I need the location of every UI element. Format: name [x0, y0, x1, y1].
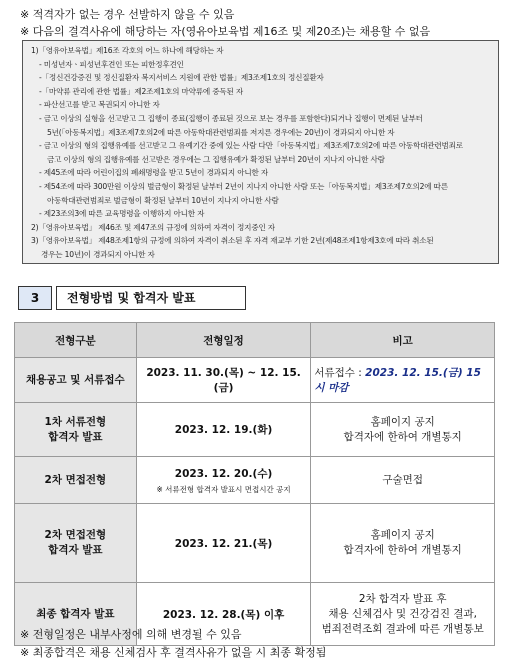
remark-line: 채용 신체검사 및 건강검진 결과,: [328, 607, 477, 620]
remark-line: 합격자에 한하여 개별통지: [343, 430, 462, 443]
disqualification-line: 아동학대관련범죄로 벌금형이 확정된 날부터 10년이 지나지 아니한 사람: [47, 195, 279, 205]
disqualification-line: - 미성년자ㆍ피성년후견인 또는 피한정후견인: [39, 59, 184, 69]
note-schedule-change: ※ 전형일정은 내부사정에 의해 변경될 수 있음: [20, 628, 242, 641]
category-line: 2차 면접전형: [44, 529, 107, 541]
header-remarks: 비고: [311, 323, 495, 358]
disqualification-line: 2)「영유아보육법」 제46조 및 제47조의 규정에 의하여 자격이 정지중인 자: [31, 222, 275, 232]
disqualification-line: -「정신건강증진 및 정신질환자 복지서비스 지원에 관한 법률」제3조제1호의 정신질환자: [39, 73, 324, 83]
remark-line: 범죄전력조회 결과에 따른 개별통보: [321, 622, 484, 635]
category-line: 합격자 발표: [48, 544, 103, 556]
cell-remarks: [311, 504, 495, 583]
disqualification-line: 3)「영유아보육법」 제48조제1항의 규정에 의하여 자격이 취소된 후 자격 재교부 기한 2년(제48조제1항제3호에 따라 취소된: [31, 236, 434, 246]
disqualification-line: 금고 이상의 형의 집행유예를 선고받은 경우에는 그 집행유예가 확정된 날부터 20년이 지나지 아니한 사람: [47, 154, 385, 164]
remark-line: 구술면접: [382, 473, 423, 486]
disqualification-box: [22, 40, 499, 264]
remark-line: 홈페이지 공지: [370, 529, 435, 541]
disqualification-line: - 금고 이상의 형의 집행유예를 선고받고 그 유예기간 중에 있는 사람 다만「아동복지법」제3조제7호의2에 따른 아동학대관련범죄로: [39, 141, 463, 151]
cell-schedule: [136, 358, 311, 403]
disqualification-line: 5년(「아동복지법」제3조제7호의2에 따른 아동학대관련범죄를 저지른 경우에는 20년)이 경과되지 아니한 자: [47, 127, 395, 137]
schedule-table: [14, 322, 495, 646]
header-category: 전형구분: [15, 323, 137, 358]
cell-schedule: [136, 403, 311, 457]
header-schedule: 전형일정: [136, 323, 311, 358]
section-title: 전형방법 및 합격자 발표: [56, 286, 246, 310]
table-row: [15, 358, 495, 403]
cell-category: [15, 358, 137, 403]
category-line: 합격자 발표: [48, 430, 103, 443]
category-line: 1차 서류전형: [44, 415, 107, 428]
cell-remarks: [311, 403, 495, 457]
note-final-pass: ※ 최종합격은 채용 신체검사 후 결격사유가 없을 시 최종 확정됨: [20, 646, 327, 659]
cell-schedule: [136, 457, 311, 504]
category-line: 최종 합격자 발표: [36, 607, 115, 620]
cell-category: [15, 403, 137, 457]
disqualification-line: - 금고 이상의 실형을 선고받고 그 집행이 종료(집행이 종료된 것으로 보는 경우를 포함한다)되거나 집행이 면제된 날부터: [39, 114, 423, 123]
schedule-date: 2023. 11. 30.(목) ~ 12. 15.(금): [146, 367, 301, 394]
schedule-date: 2023. 12. 28.(목) 이후: [162, 608, 285, 621]
disqualification-line: 1)「영유아보육법」제16조 각호의 어느 하나에 해당하는 자: [31, 46, 224, 55]
table-row: [15, 457, 495, 504]
table-header-row: [15, 323, 495, 358]
disqualification-line: - 제45조에 따라 어린이집의 폐쇄명령을 받고 5년이 경과되지 아니한 자: [39, 168, 269, 178]
schedule-date: 2023. 12. 19.(화): [174, 424, 273, 436]
category-line: 2차 면접전형: [44, 473, 107, 486]
disqualification-line: - 파산선고를 받고 복권되지 아니한 자: [39, 100, 160, 110]
schedule-date: 2023. 12. 21.(목): [174, 537, 273, 550]
table-row: [15, 403, 495, 457]
disqualification-line: 경우는 10년)이 경과되지 아니한 자: [41, 250, 155, 259]
cell-category: [15, 504, 137, 583]
deadline-text: 2023. 12. 15.(금) 15시 마감: [314, 367, 481, 394]
remark-label: 서류접수 :: [314, 367, 366, 379]
section-number: 3: [18, 286, 52, 310]
cell-remarks: [311, 583, 495, 646]
remark-line: 2차 합격자 발표 후: [358, 592, 447, 605]
cell-category: [15, 457, 137, 504]
category-line: 채용공고 및 서류접수: [26, 373, 125, 386]
remark-line: 합격자에 한하여 개별통지: [343, 544, 462, 556]
disqualification-line: - 제23조의3에 따른 교육명령을 이행하지 아니한 자: [39, 209, 205, 219]
note-no-qualified: ※ 적격자가 없는 경우 선발하지 않을 수 있음: [20, 8, 235, 21]
note-disqualification: ※ 다음의 결격사유에 해당하는 자(영유아보육법 제16조 및 제20조)는 채용할 수 없음: [20, 25, 431, 38]
schedule-note: ※ 서류전형 합격자 발표시 면접시간 공지: [156, 484, 291, 494]
cell-schedule: [136, 504, 311, 583]
disqualification-line: - 제54조에 따라 300만원 이상의 벌금형이 확정된 날부터 2년이 지나지 아니한 사람 또는「아동복지법」제3조제7호의2에 따른: [39, 182, 448, 191]
schedule-date: 2023. 12. 20.(수): [174, 467, 273, 480]
table-row: [15, 504, 495, 583]
cell-remarks: [311, 457, 495, 504]
remark-line: 홈페이지 공지: [370, 415, 435, 428]
cell-remarks: [311, 358, 495, 403]
disqualification-line: -「마약류 관리에 관한 법률」제2조제1호의 마약류에 중독된 자: [39, 86, 243, 96]
